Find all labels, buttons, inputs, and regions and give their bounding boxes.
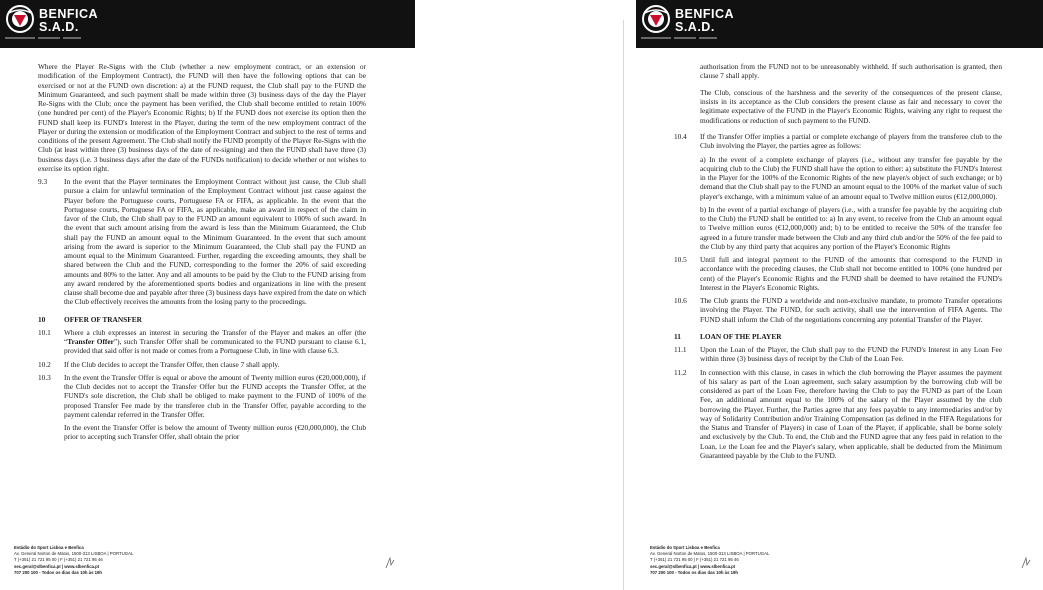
clause-9-3: [38, 177, 366, 307]
footer-contact: sec.geral@slbenfica.pt | www.slbenfica.pt: [650, 563, 736, 569]
clause-text: [64, 328, 366, 356]
section-11-heading: [674, 332, 1002, 341]
page-body: [38, 62, 366, 442]
section-10-heading: [38, 315, 366, 324]
clause-11-2: [674, 368, 1002, 461]
clause-number: 10.1: [38, 327, 51, 337]
benfica-logo: [5, 4, 135, 44]
clause-10-5: [674, 255, 1002, 292]
clause-text: If the Club decides to accept the Transfer Offer, then clause 7 shall apply.: [64, 359, 280, 369]
clause-text: Upon the Loan of the Player, the Club shall pay to the FUND the FUND's Interest in any Loan Fee within three (3) business days of receipt by the Club of the Loan Fee.: [700, 345, 1002, 364]
document-page-right: [636, 0, 1043, 590]
footer-phone: T (+351) 21 721 95 00 | F (+351) 21 721 95 46: [650, 557, 739, 563]
clause-10-3: [38, 373, 366, 442]
footer-org: Estádio do Sport Lisboa e Benfica: [14, 545, 84, 550]
clause-text: The Club grants the FUND a worldwide and non-exclusive mandate, to promote Transfer operations involving the Player. The FUND, for such activity, shall use the intervention of FIFA Agents. The FUND shall inform the Club of the negotiations concerning any potential Transfer of the Player.: [700, 296, 1002, 324]
clause-text: In the event that the Player terminates the Employment Contract without just cause, the Club shall pursue a claim for unlawful termination of the Employment Contract without just cause against the Player before the Portuguese courts, Portuguese FA or FIFA, as applicable. In the event that the Portuguese courts, Portuguese FA or FIFA, as applicable, make an award in respect of the claim in favor of the Club, the Club shall pay to the FUND an amount equivalent to 100% of such award. In the event that such amount arising from the award is less than the Minimum Guaranteed, the Club shall pay the FUND an amount equal to the Minimum Guaranteed. In the event that such amount arising from the award is superior to the Minimum Guaranteed, the Club shall pay the FUND an amount equal to the Minimum Guaranteed. Further, regarding the exceeding amounts, they shall be shared between the Club and the FUND, corresponding to the former the 20% of said exceeding amounts and 80% to the latter. Any and all amounts to be paid by the Club to the FUND arising from any award rendered by the aforementioned sports bodies and organizations in line with the present clause shall become due and payable after three (3) business days have expired from the date on which the Club effectively receives the amounts from the losing party to the proceedings.: [64, 177, 366, 307]
clause-number: 9.3: [38, 177, 48, 186]
section-number: 11: [674, 331, 681, 341]
clause-10-2: [38, 360, 366, 369]
footer-address: Av. General Norton de Matos, 1500-313 LISBOA | PORTUGAL: [14, 551, 134, 557]
footer-hours: 707 200 100 - Todos os dias das 10h às 19h: [14, 569, 103, 575]
paragraph-intro: Where the Player Re-Signs with the Club (whether a new employment contract, or an extension or modification of the Employment Contract), the FUND will then have the following options that can be exercised or not at the FUND own discretion: a) at the FUND request, the Club shall pay to the FUND the Minimum Guaranteed, and such payment shall be made within three (3) business days of the day the Player Re-Signs with the Club; once the payment has been verified, the Club shall become entitled to retain 100% (one hundred per cent) of the Player's Economic Rights; b) If the FUND does not exercise its option then the FUND shall keep its FUND's Interest in the Player, during the term of the new employment contract of the Player or during the extension or modification of the Employment Contract and subject to the rest of terms and conditions of the present Agreement. The Club shall notify the FUND promptly of the Player Re-Signs with the Club (at least within three (3) business days of the date of re-signing) and then the FUND shall have three (3) business days (i.e. 3 business days after the date of the FUNDs notification) to decide whether or not wishes to exercise its option right.: [38, 62, 366, 173]
page-divider: [623, 20, 624, 590]
footer-contact: sec.geral@slbenfica.pt | www.slbenfica.pt: [14, 563, 100, 569]
clause-paragraph: In the event the Transfer Offer is below the amount of Twenty million euros (€20,000,000), the Club prior to accepting such Transfer Offer, shall obtain the prior: [64, 423, 366, 442]
footer-hours: 707 200 100 - Todos os dias das 10h às 19h: [650, 569, 739, 575]
clause-paragraph: In the event the Transfer Offer is equal or above the amount of Twenty million euros (€20,000,000), if the Club decides not to accept the Transfer Offer but the FUND accepts the Transfer Offer, at the FUND's sole discretion, the Club shall be obliged to make payment to the FUND of 100% of the proposed Transfer Fee made by the transferee club in the Transfer Offer, payable according to the payment calendar referred in the Transfer Offer.: [64, 372, 366, 419]
brand-line2: S.A.D.: [675, 20, 715, 34]
gutter: [415, 0, 636, 590]
clause-subparagraph-b: b) In the event of a partial exchange of players (i.e., with a transfer fee payable by the acquiring club to the Club) the FUND shall be entitled to: a) In any event, to receive from the Club an amount equal to Twelve million euros (€12,000,000) and; b) to be entitled to receive the 50% of the transfer fee agreed in a future transfer made between the Club and any third club and/or the 50% of the fee paid to the Club by any third party that acquires any portion of the Player's Economic Rights: [700, 204, 1002, 251]
page-footer: [14, 545, 133, 576]
section-title: OFFER OF TRANSFER: [64, 314, 142, 324]
footer-address: Av. General Norton de Matos, 1500-313 LISBOA | PORTUGAL: [650, 551, 770, 557]
clause-subparagraph-a: a) In the event of a complete exchange of players (i.e., without any transfer fee payable by the acquiring club to the Club) the FUND shall have the option to either: a) substitute the FUND's Interest in the Player for the 100% of the Economic Rights of the new player/s object of such exchange; or b) demand that the Club shall pay to the FUND an amount equal to the 100% of the market value of such player's exchange, with a minimum value of an amount equal to Twelve million euros (€12,000,000).: [700, 154, 1002, 201]
document-page-left: [0, 0, 415, 590]
crest-icon: [641, 4, 671, 34]
clause-text: Until full and integral payment to the FUND of the amounts that correspond to the FUND in accordance with the preceding clauses, the Club shall not become entitled to 100% (one hundred per cent) of the Player's Economic Rights and the FUND shall be deemed to have retained the FUND's Interest in the Player's Economic Rights.: [700, 255, 1002, 292]
paragraph-continuation: The Club, conscious of the harshness and the severity of the consequences of the present clause, insists in its acceptance as the Club considers the present clause as fair and necessary to cover the legitimate expectative of the FUND in the Player's Economic Rights, waiving any right to request the modifications or reduction of such payment to the FUND.: [700, 87, 1002, 125]
clause-text-pre: Where a club expresses an interest in securing the Transfer of the Player and makes an offer (the “: [64, 327, 366, 346]
clause-number: 10.6: [674, 296, 687, 306]
footer-org: Estádio do Sport Lisboa e Benfica: [650, 545, 720, 550]
page-footer: [650, 545, 769, 576]
page-header: [0, 0, 415, 48]
brand-line2: S.A.D.: [39, 20, 79, 34]
signature-initials-icon: [1020, 556, 1032, 570]
benfica-logo: [641, 4, 771, 44]
clause-10-6: [674, 296, 1002, 324]
brand-tagline-marks: [641, 37, 731, 40]
signature-initials-icon: [384, 556, 396, 570]
footer-phone: T (+351) 21 721 95 00 | F (+351) 21 721 95 46: [14, 557, 103, 563]
defined-term: Transfer Offer: [67, 337, 114, 346]
section-number: 10: [38, 314, 46, 324]
clause-number: 11.2: [674, 367, 687, 377]
clause-text: [64, 373, 366, 442]
clause-number: 10.4: [674, 132, 687, 142]
clause-paragraph: If the Transfer Offer implies a partial or complete exchange of players from the transferee club to the Club involving the Player, the parties agree as follows:: [700, 132, 1002, 151]
clause-number: 11.1: [674, 345, 687, 355]
clause-number: 10.3: [38, 372, 51, 382]
paragraph-continuation: authorisation from the FUND not to be unreasonably withheld. If such authorisation is granted, then clause 7 shall apply.: [700, 62, 1002, 81]
clause-text: In connection with this clause, in cases in which the club borrowing the Player assumes the payment of his salary as part of the Loan agreement, such salary assumption by the borrowing club will be considered as part of the Loan Fee, therefore having the Club to pay the FUND as part of the Loan Fee, an additional amount equal to the 100% of the salary of the Player assumed by the club borrowing the Player. Further, the Parties agree that any fees payable to any intermediaries and/or by way of Solidarity Contribution and/or Training Compensation (as defined in the FIFA Regulations for the Status and Transfer of Players) in case of Loan of the Player, if applicable, shall be borne solely and exclusively by the Club. To end, the Club and the FUND agree that any fees paid in relation to the Loan, i.e the Loan fee and the Player's salary, when applicable, shall be deducted from the Minimum Guaranteed payable by the Club to the FUND.: [700, 367, 1002, 460]
clause-number: 10.5: [674, 255, 687, 265]
brand-line1: BENFICA: [675, 7, 735, 21]
clause-10-1: [38, 328, 366, 356]
clause-10-4: [674, 132, 1002, 251]
brand-line1: BENFICA: [39, 7, 99, 21]
crest-icon: [5, 4, 35, 34]
brand-tagline-marks: [5, 37, 95, 40]
page-body: [674, 62, 1002, 460]
section-title: LOAN OF THE PLAYER: [700, 331, 782, 341]
clause-text: [700, 132, 1002, 251]
page-header: [636, 0, 1043, 48]
clause-number: 10.2: [38, 359, 51, 369]
clause-11-1: [674, 345, 1002, 364]
clause-text-post: ”), such Transfer Offer shall be communicated to the FUND pursuant to clause 6.1, provided that said offer is not made or comes from a Portuguese Club, in line with clause 6.3.: [64, 337, 366, 356]
